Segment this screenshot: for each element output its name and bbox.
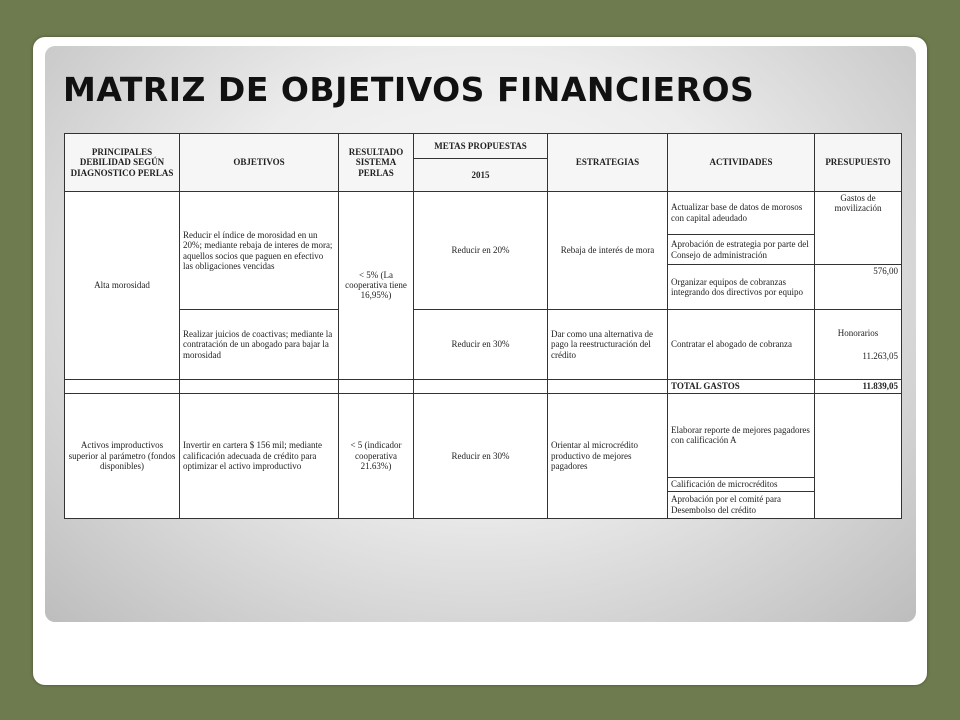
actividad-7: Aprobación por el comité para Desembolso del crédito <box>668 491 815 518</box>
objetivo-3: Invertir en cartera $ 156 mil; mediante calificación adecuada de crédito para optimizar el activo improductivo <box>180 393 339 518</box>
actividad-6: Calificación de microcréditos <box>668 477 815 491</box>
total-gastos-value: 11.839,05 <box>815 379 902 393</box>
actividad-4: Contratar el abogado de cobranza <box>668 310 815 379</box>
total-spacer-5 <box>548 379 668 393</box>
header-estrategias: ESTRATEGIAS <box>548 134 668 192</box>
header-debilidad: PRINCIPALES DEBILIDAD SEGÚN DIAGNOSTICO PERLAS <box>65 134 180 192</box>
presupuesto-2-value: 11.263,05 <box>862 350 898 361</box>
total-spacer-1 <box>65 379 180 393</box>
objetivo-2: Realizar juicios de coactivas; mediante la contratación de un abogado para bajar la morosidad <box>180 310 339 379</box>
actividad-5: Elaborar reporte de mejores pagadores con calificación A <box>668 393 815 477</box>
total-spacer-3 <box>339 379 414 393</box>
resultado-2: < 5 (indicador cooperativa 21.63%) <box>339 393 414 518</box>
actividad-3: Organizar equipos de cobranzas integrando dos directivos por equipo <box>668 265 815 310</box>
total-spacer-4 <box>414 379 548 393</box>
header-resultado: RESULTADO SISTEMA PERLAS <box>339 134 414 192</box>
header-metas-year: 2015 <box>414 159 548 192</box>
estrategia-2: Dar como una alternativa de pago la reestructuración del crédito <box>548 310 668 379</box>
estrategia-3: Orientar al microcrédito productivo de mejores pagadores <box>548 393 668 518</box>
total-gastos-label: TOTAL GASTOS <box>668 379 815 393</box>
slide-title: MATRIZ DE OBJETIVOS FINANCIEROS <box>63 70 755 109</box>
header-metas: METAS PROPUESTAS <box>414 134 548 159</box>
header-actividades: ACTIVIDADES <box>668 134 815 192</box>
meta-2: Reducir en 30% <box>414 310 548 379</box>
presupuesto-2 <box>815 310 902 379</box>
debilidad-activos-improductivos: Activos improductivos superior al parámetro (fondos disponibles) <box>65 393 180 518</box>
presupuesto-3-empty <box>815 393 902 518</box>
debilidad-alta-morosidad: Alta morosidad <box>65 191 180 379</box>
presupuesto-1-label: Gastos de movilización <box>815 191 902 264</box>
presupuesto-1-value: 576,00 <box>815 265 902 310</box>
actividad-1: Actualizar base de datos de morosos con capital adeudado <box>668 191 815 234</box>
resultado-1: < 5% (La cooperativa tiene 16,95%) <box>339 191 414 379</box>
presupuesto-2-label: Honorarios <box>837 328 879 339</box>
header-objetivos: OBJETIVOS <box>180 134 339 192</box>
objectives-table <box>64 133 902 519</box>
meta-1: Reducir en 20% <box>414 191 548 310</box>
meta-3: Reducir en 30% <box>414 393 548 518</box>
header-presupuesto: PRESUPUESTO <box>815 134 902 192</box>
total-spacer-2 <box>180 379 339 393</box>
objectives-matrix <box>64 133 901 519</box>
objetivo-1: Reducir el índice de morosidad en un 20%; mediante rebaja de interes de mora; aquellos socios que paguen en efectivo las obligaciones vencidas <box>180 191 339 310</box>
estrategia-1: Rebaja de interés de mora <box>548 191 668 310</box>
actividad-2: Aprobación de estrategia por parte del Consejo de administración <box>668 234 815 264</box>
